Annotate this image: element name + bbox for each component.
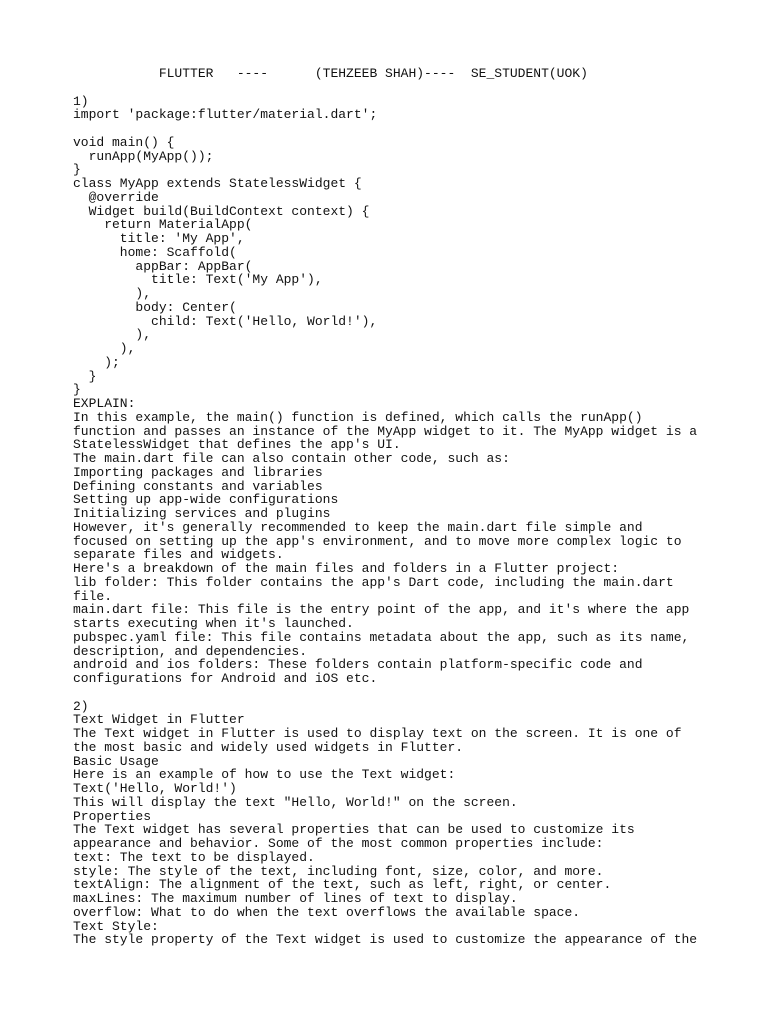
text-line: Text Widget in Flutter <box>73 712 245 728</box>
text-line: title: 'My App', <box>73 231 245 246</box>
text-line: file. <box>73 588 113 604</box>
blank-line <box>73 122 763 136</box>
text-line: maxLines: The maximum number of lines of text to display. <box>73 891 518 906</box>
text-line: separate files and widgets. <box>73 547 284 563</box>
text-line: However, it's generally recommended to keep the main.dart file simple and <box>73 519 643 535</box>
text-line: textAlign: The alignment of the text, such as left, right, or center. <box>73 877 612 893</box>
text-line: configurations for Android and iOS etc. <box>73 671 378 686</box>
text-line: The Text widget has several properties that can be used to customize its <box>73 822 635 838</box>
text-line: } <box>73 368 97 384</box>
text-line: Widget build(BuildContext context) { <box>73 203 370 219</box>
text-line: } <box>73 382 81 398</box>
text-line: pubspec.yaml file: This file contains metadata about the app, such as its name, <box>73 629 690 645</box>
text-line: android and ios folders: These folders contain platform-specific code and <box>73 657 643 673</box>
text-line: return MaterialApp( <box>73 217 253 233</box>
text-line: appBar: AppBar( <box>73 258 253 274</box>
text-line: focused on setting up the app's environment, and to move more complex logic to <box>73 533 682 549</box>
text-line: EXPLAIN: <box>73 396 136 411</box>
text-line: 2) <box>73 698 89 714</box>
text-line: Here is an example of how to use the Text widget: <box>73 767 456 783</box>
text-line: Basic Usage <box>73 753 159 769</box>
text-line: Initializing services and plugins <box>73 506 331 521</box>
text-line: the most basic and widely used widgets in Flutter. <box>73 739 464 755</box>
text-line: style: The style of the text, including font, size, color, and more. <box>73 863 604 879</box>
text-line: The style property of the Text widget is used to customize the appearance of the <box>73 932 698 948</box>
text-line: class MyApp extends StatelessWidget { <box>73 176 362 191</box>
text-line: 1) <box>73 93 89 109</box>
text-line: void main() { <box>73 134 175 150</box>
text-line: overflow: What to do when the text overflows the available space. <box>73 904 581 920</box>
text-line: The Text widget in Flutter is used to display text on the screen. It is one of <box>73 726 682 741</box>
text-line: description, and dependencies. <box>73 643 308 659</box>
text-line: Setting up app-wide configurations <box>73 492 339 508</box>
document-body <box>73 67 763 947</box>
document-header: FLUTTER ---- (TEHZEEB SHAH)---- SE_STUDENT(UOK) <box>73 66 588 81</box>
text-line: This will display the text "Hello, World!" on the screen. <box>73 794 518 810</box>
text-line: starts executing when it's launched. <box>73 616 354 631</box>
text-line: StatelessWidget that defines the app's UI. <box>73 437 401 453</box>
text-line: body: Center( <box>73 299 237 315</box>
text-line: main.dart file: This file is the entry point of the app, and it's where the app <box>73 602 690 618</box>
text-line: Text Style: <box>73 918 159 934</box>
blank-line <box>73 81 763 95</box>
text-line: appearance and behavior. Some of the most common properties include: <box>73 836 604 851</box>
text-line: title: Text('My App'), <box>73 272 323 288</box>
text-line: Here's a breakdown of the main files and folders in a Flutter project: <box>73 561 620 576</box>
text-line: home: Scaffold( <box>73 244 237 260</box>
text-line: ), <box>73 341 136 356</box>
text-line: Defining constants and variables <box>73 478 323 494</box>
text-line: ); <box>73 354 120 370</box>
text-line: function and passes an instance of the MyApp widget to it. The MyApp widget is a <box>73 423 698 439</box>
text-line: @override <box>73 189 159 205</box>
blank-line <box>73 686 763 700</box>
text-line: lib folder: This folder contains the app's Dart code, including the main.dart <box>73 574 674 590</box>
text-line: The main.dart file can also contain other code, such as: <box>73 451 510 466</box>
text-line: In this example, the main() function is defined, which calls the runApp() <box>73 409 643 425</box>
text-line: text: The text to be displayed. <box>73 849 315 865</box>
text-line: } <box>73 162 81 178</box>
text-line: Text('Hello, World!') <box>73 781 237 796</box>
text-line: ), <box>73 327 152 343</box>
text-line: child: Text('Hello, World!'), <box>73 313 378 329</box>
text-line: ), <box>73 286 152 301</box>
text-line: import 'package:flutter/material.dart'; <box>73 107 378 123</box>
text-line: runApp(MyApp()); <box>73 148 214 164</box>
text-line: Importing packages and libraries <box>73 464 323 480</box>
text-line: Properties <box>73 808 152 824</box>
